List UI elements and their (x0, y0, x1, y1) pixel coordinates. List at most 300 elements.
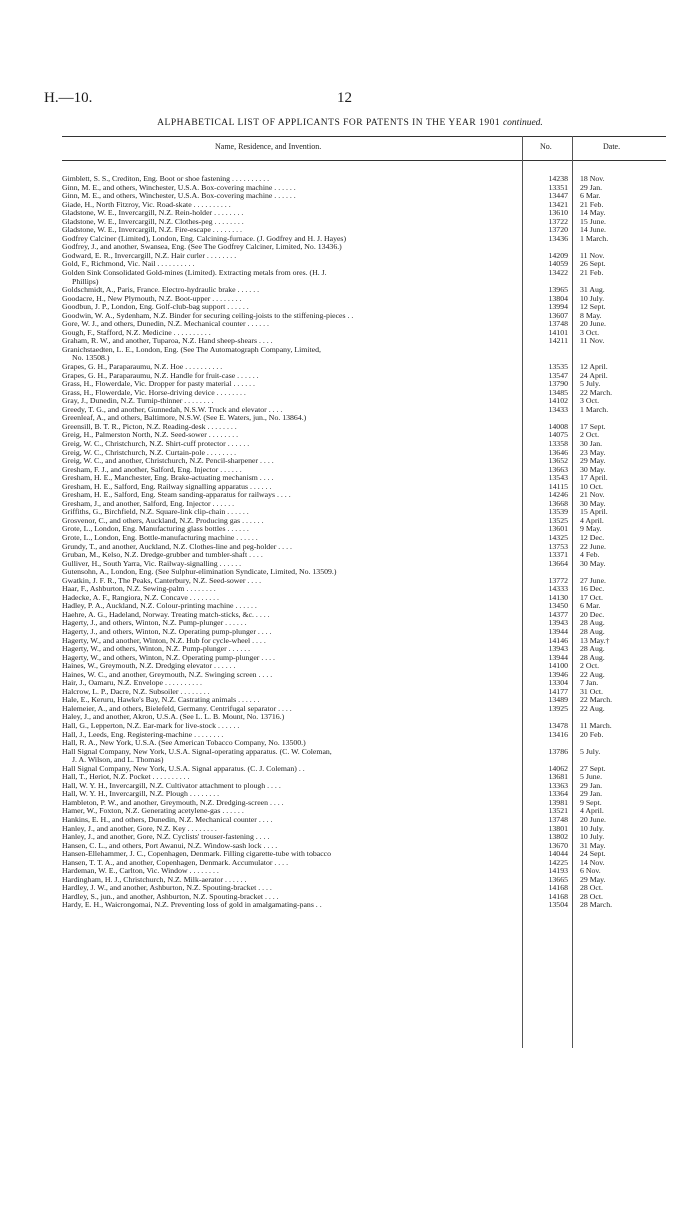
applicant-entry: Hall, T., Heriot, N.Z. Pocket . . . . . . . . . . (62, 773, 190, 782)
applicant-entry: Hall, J., Leeds, Eng. Registering-machine . . . . . . . . (62, 730, 224, 739)
table-row (62, 329, 666, 338)
applicant-entry: Hanley, J., and another, Gore, N.Z. Cyclists' trouser-fastening . . . . (62, 833, 270, 842)
applicant-entry: Hansen, T. T. A., and another, Copenhagen, Denmark. Accumulator . . . . (62, 858, 289, 867)
application-date: 4 April. (580, 806, 604, 816)
patent-number: 14146 (548, 635, 568, 645)
table-row (62, 406, 666, 415)
application-date: 22 June. (580, 541, 606, 551)
application-date: 18 Nov. (580, 174, 605, 183)
application-date: 20 June. (580, 319, 606, 329)
table-row (62, 671, 666, 680)
application-date: 29 Jan. (580, 780, 603, 790)
patent-number: 13535 (548, 362, 568, 372)
patent-number: 13652 (548, 456, 568, 466)
applicant-entry: Hardley, S., jun., and another, Ashburton, N.Z. Spouting-bracket . . . . (62, 892, 279, 901)
application-date: 8 May. (580, 310, 602, 320)
table-row (62, 252, 666, 261)
patent-number: 13485 (548, 387, 568, 397)
table-row (62, 543, 666, 552)
application-date: 14 June. (580, 225, 606, 235)
table-row (62, 705, 666, 714)
column-header-no: No. (540, 142, 552, 151)
patent-number: 14238 (548, 174, 568, 183)
patent-number: 13646 (548, 447, 568, 457)
applicant-entry: Greenleaf, A., and others, Baltimore, N.S.W. (See E. Waters, jun., No. 13864.) (62, 414, 307, 423)
application-date: 10 July. (580, 293, 605, 303)
application-date: 28 March. (580, 900, 613, 910)
applicant-entry: Grosvenor, C., and others, Auckland, N.Z. Producing gas . . . . . . (62, 516, 264, 525)
application-date: 10 July. (580, 823, 605, 833)
applicant-entry: Hagerty, W., and others, Winton, N.Z. Pump-plunger . . . . . . (62, 645, 251, 654)
table-row (62, 842, 666, 851)
table-row (62, 235, 666, 244)
table-row (62, 466, 666, 475)
applicant-entry: Grass, H., Flowerdale, Vic. Dropper for pasty material . . . . . . (62, 380, 255, 389)
table-row (62, 423, 666, 432)
applicant-entry: Haines, W., Greymouth, N.Z. Dredging elevator . . . . . . (62, 662, 236, 671)
application-date: 11 Nov. (580, 336, 605, 346)
table-row (62, 577, 666, 586)
application-date: 24 Sept. (580, 849, 606, 859)
application-date: 5 July. (580, 746, 601, 756)
applicant-entry: Hansen, C. L., and others, Port Awanui, N.Z. Window-sash lock . . . . (62, 841, 278, 850)
table-row (62, 765, 666, 774)
patent-number: 13804 (548, 293, 568, 303)
application-date: 12 Sept. (580, 302, 606, 312)
application-date: 20 Feb. (580, 729, 604, 739)
table-row (62, 884, 666, 893)
table-row (62, 568, 666, 577)
table-row (62, 508, 666, 517)
table-row (62, 833, 666, 842)
application-date: 27 June. (580, 575, 606, 585)
table-row (62, 688, 666, 697)
applicant-entry: No. 13508.) (72, 354, 110, 363)
table-row (62, 551, 666, 560)
application-date: 11 Nov. (580, 250, 605, 260)
patent-number: 14100 (548, 661, 568, 671)
table-row (62, 560, 666, 569)
applicant-entry: Goldschmidt, A., Paris, France. Electro-hydraulic brake . . . . . . (62, 286, 260, 295)
application-date: 15 April. (580, 507, 608, 517)
column-header-date: Date. (603, 142, 621, 151)
patent-number: 14325 (548, 532, 568, 542)
table-row (62, 713, 666, 722)
applicant-entry: Grapes, G. H., Paraparaumu, N.Z. Hoe . . . . . . . . . . (62, 363, 223, 372)
patent-number: 13489 (548, 695, 568, 705)
patent-number: 13539 (548, 507, 568, 517)
page-title (0, 118, 700, 128)
applicant-entry: Hall, W. Y. H., Invercargill, N.Z. Plough . . . . . . . . (62, 790, 220, 799)
applicant-entry: Ginn, M. E., and others, Winchester, U.S.A. Box-covering machine . . . . . . (62, 183, 296, 192)
table-row (62, 602, 666, 611)
applicant-entry: Ginn, M. E., and others, Winchester, U.S.A. Box-covering machine . . . . . . (62, 192, 296, 201)
patent-number: 13681 (548, 772, 568, 782)
applicant-entry: Griffiths, G., Birchfield, N.Z. Square-link clip-chain . . . . . . (62, 508, 249, 517)
applicant-entry: Hankins, E. H., and others, Dunedin, N.Z. Mechanical counter . . . . (62, 816, 273, 825)
table-row (62, 799, 666, 808)
table-row (62, 192, 666, 201)
application-date: 22 Aug. (580, 669, 605, 679)
application-date: 17 April. (580, 473, 608, 483)
patent-number: 13722 (548, 216, 568, 226)
patent-number: 13304 (548, 678, 568, 688)
applicant-entry: Greedy, T. G., and another, Gunnedah, N.S.W. Truck and elevator . . . . (62, 405, 283, 414)
application-date: 20 June. (580, 815, 606, 825)
patent-number: 13364 (548, 789, 568, 799)
patent-number: 14115 (548, 481, 568, 491)
application-date: 31 May. (580, 840, 606, 850)
application-date: 11 March. (580, 721, 612, 730)
application-date: 24 April. (580, 370, 608, 380)
table-row (62, 303, 666, 312)
application-date: 23 May. (580, 447, 606, 457)
application-date: 22 Aug. (580, 703, 605, 713)
table-row (62, 807, 666, 816)
table-row (62, 534, 666, 543)
patent-number: 13371 (548, 550, 568, 560)
table-top-rule (62, 136, 666, 137)
application-date: 14 Nov. (580, 857, 605, 867)
table-row (62, 320, 666, 329)
application-date: 15 June. (580, 216, 606, 226)
applicant-entry: Phillips) (72, 277, 99, 286)
patent-number: 13607 (548, 310, 568, 320)
patent-number: 14193 (548, 866, 568, 876)
patent-number: 13801 (548, 823, 568, 833)
patent-number: 13748 (548, 319, 568, 329)
application-date: 28 Aug. (580, 644, 605, 654)
table-row (62, 816, 666, 825)
patent-number: 13668 (548, 498, 568, 508)
applicant-entry: J. A. Wilson, and L. Thomas) (72, 756, 164, 765)
patent-number: 13720 (548, 225, 568, 235)
patent-number: 13943 (548, 618, 568, 628)
patent-number: 13543 (548, 473, 568, 483)
patent-number: 13547 (548, 370, 568, 380)
applicant-entry: Gresham, H. E., Salford, Eng. Railway signalling apparatus . . . . . . (62, 482, 272, 491)
applicant-table (62, 175, 666, 910)
applicant-entry: Hall Signal Company, New York, U.S.A. Signal-operating apparatus. (C. W. Coleman, (62, 747, 332, 756)
table-row (62, 491, 666, 500)
applicant-entry: Gladstone, W. E., Invercargill, N.Z. Clothes-peg . . . . . . . . (62, 217, 244, 226)
patent-number: 13422 (548, 268, 568, 278)
applicant-entry: Grote, L., London, Eng. Bottle-manufacturing machine . . . . . . (62, 533, 258, 542)
page-title-continued: continued. (502, 118, 543, 128)
table-row (62, 739, 666, 748)
patent-number: 13450 (548, 601, 568, 611)
applicant-entry: Hadecke, A. F., Rangiora, N.Z. Concave . . . . . . . . (62, 593, 220, 602)
application-date: 3 Oct. (580, 327, 600, 337)
applicant-entry: Godward, E. R., Invercargill, N.Z. Hair curler . . . . . . . . (62, 251, 237, 260)
application-date: 17 Sept. (580, 421, 606, 431)
table-row (62, 226, 666, 235)
applicant-entry: Goodwin, W. A., Sydenham, N.Z. Binder for securing ceiling-joists to the stiffening-pieces . . (62, 311, 354, 320)
patent-number: 14209 (548, 250, 568, 260)
applicant-entry: Giade, H., North Fitzroy, Vic. Road-skate . . . . . . . . . . (62, 200, 231, 209)
table-row (62, 414, 666, 423)
header-bottom-rule (62, 160, 666, 161)
table-row (62, 628, 666, 637)
applicant-entry: Grote, L., London, Eng. Manufacturing glass bottles . . . . . . (62, 525, 249, 534)
table-row (62, 645, 666, 654)
applicant-entry: Gwatkin, J. F. R., The Peaks, Canterbury, N.Z. Seed-sower . . . . (62, 576, 262, 585)
patent-number: 13421 (548, 199, 568, 209)
table-row (62, 782, 666, 791)
table-row (62, 790, 666, 799)
table-row (62, 380, 666, 389)
table-row (62, 850, 666, 859)
application-date: 28 Aug. (580, 618, 605, 628)
patent-number: 14177 (548, 686, 568, 696)
applicant-entry: Gresham, H. E., Salford, Eng. Steam sanding-apparatus for railways . . . . (62, 491, 291, 500)
applicant-entry: Halemeier, A., and others, Bielefeld, Germany. Centrifugal separator . . . . (62, 704, 292, 713)
applicant-entry: Grass, H., Flowerdale, Vic. Horse-driving device . . . . . . . . (62, 388, 246, 397)
applicant-entry: Hamer, W., Foxton, N.Z. Generating acetylene-gas . . . . . . (62, 807, 244, 816)
patent-number: 13351 (548, 182, 568, 192)
application-date: 22 March. (580, 387, 613, 397)
table-row (62, 354, 666, 363)
patent-number: 14044 (548, 849, 568, 859)
patent-number: 13944 (548, 626, 568, 636)
applicant-entry: Hagerty, J., and others, Winton, N.Z. Operating pump-plunger . . . . (62, 627, 272, 636)
table-row (62, 876, 666, 885)
patent-number: 13944 (548, 652, 568, 662)
patent-number: 13601 (548, 524, 568, 534)
patent-number (522, 346, 572, 355)
applicant-entry: Grapes, G. H., Paraparaumu, N.Z. Handle for fruit-case . . . . . . (62, 371, 259, 380)
column-header-name: Name, Residence, and Invention. (215, 142, 322, 151)
patent-number: 13753 (548, 541, 568, 551)
patent-number: 13521 (548, 806, 568, 816)
table-row (62, 474, 666, 483)
table-row (62, 525, 666, 534)
application-date: 28 Aug. (580, 626, 605, 636)
table-row (62, 372, 666, 381)
patent-number: 13610 (548, 208, 568, 218)
table-row (62, 722, 666, 731)
applicant-entry: Gladstone, W. E., Invercargill, N.Z. Fire-escape . . . . . . . . (62, 226, 243, 235)
applicant-entry: Haley, J., and another, Akron, U.S.A. (See L. L. B. Mount, No. 13716.) (62, 713, 285, 722)
application-date: 10 Oct. (580, 481, 603, 491)
patent-number: 14168 (548, 891, 568, 901)
applicant-entry: Hair, J., Oamaru, N.Z. Envelope . . . . . . . . . . (62, 679, 203, 688)
application-date: 29 Jan. (580, 789, 603, 799)
table-row (62, 483, 666, 492)
table-row (62, 389, 666, 398)
applicant-entry: Hardingham, H. J., Christchurch, N.Z. Milk-aerator . . . . . . (62, 875, 247, 884)
application-date: 1 March. (580, 404, 609, 414)
patent-number: 14062 (548, 763, 568, 773)
applicant-entry: Graham, R. W., and another, Tuparoa, N.Z. Hand sheep-shears . . . . (62, 337, 273, 346)
application-date (572, 346, 666, 355)
patent-number: 13358 (548, 438, 568, 448)
application-date: 7 Jan. (580, 678, 599, 688)
table-row (62, 449, 666, 458)
application-date: 4 April. (580, 515, 604, 525)
applicant-entry: Gimblett, S. S., Crediton, Eng. Boot or shoe fastening . . . . . . . . . . (62, 175, 270, 183)
table-row (62, 397, 666, 406)
table-row (62, 654, 666, 663)
applicant-entry: Greig, W. C., and another, Christchurch, N.Z. Pencil-sharpener . . . . (62, 457, 274, 466)
application-date: 22 March. (580, 695, 613, 705)
applicant-entry: Godfrey Calciner (Limited), London, Eng. Calcining-furnace. (J. Godfrey and H. J. Hayes) (62, 234, 347, 243)
applicant-entry: Gruban, M., Kelso, N.Z. Dredge-grubber and tumbler-shaft . . . . (62, 551, 263, 560)
table-row (62, 637, 666, 646)
applicant-entry: Hall, R. A., New York, U.S.A. (See American Tobacco Company, No. 13500.) (62, 739, 306, 748)
applicant-entry: Hall Signal Company, New York, U.S.A. Signal apparatus. (C. J. Coleman) . . (62, 764, 305, 773)
patent-number: 13665 (548, 874, 568, 884)
application-date: 3 Oct. (580, 396, 600, 406)
applicant-entry: Hagerty, J., and others, Winton, N.Z. Pump-plunger . . . . . . (62, 619, 247, 628)
application-date: 29 May. (580, 456, 606, 466)
application-date: 12 April. (580, 362, 608, 372)
patent-number: 13994 (548, 302, 568, 312)
application-date: 2 Oct. (580, 430, 600, 440)
patent-number: 13416 (548, 729, 568, 739)
patent-number: 14246 (548, 490, 568, 500)
patent-number: 14059 (548, 259, 568, 269)
table-row (62, 756, 666, 765)
applicant-entry: Hagerty, W., and others, Winton, N.Z. Operating pump-plunger . . . . (62, 653, 275, 662)
applicant-entry: Goodacre, H., New Plymouth, N.Z. Boot-upper . . . . . . . . (62, 294, 242, 303)
table-row (62, 679, 666, 688)
application-date: 30 May. (580, 464, 606, 474)
application-date: 10 July. (580, 832, 605, 842)
patent-number: 14101 (548, 327, 568, 337)
application-date: 6 Nov. (580, 866, 601, 876)
table-row (62, 500, 666, 509)
patent-number: 13525 (548, 515, 568, 525)
table-row (62, 611, 666, 620)
patent-number: 13363 (548, 780, 568, 790)
table-row (62, 260, 666, 269)
applicant-entry: Haehre, A. G., Hadeland, Norway. Treating match-sticks, &c. . . . . (62, 610, 270, 619)
application-date: 30 Jan. (580, 438, 603, 448)
application-date: 30 May. (580, 558, 606, 568)
patent-number: 13436 (548, 233, 568, 243)
table-row (62, 440, 666, 449)
table-row (62, 662, 666, 671)
application-date: 29 May. (580, 874, 606, 884)
application-date: 20 Dec. (580, 609, 605, 619)
application-date: 28 Oct. (580, 891, 603, 901)
table-row (62, 175, 666, 184)
table-row (62, 286, 666, 295)
applicant-entry: Halcrow, L. P., Dacre, N.Z. Subsoiler . . . . . . . . (62, 687, 210, 696)
application-date: 6 Mar. (580, 601, 601, 611)
applicant-entry: Hagerty, W., and another, Winton, N.Z. Hub for cycle-wheel . . . . (62, 636, 266, 645)
table-row (62, 363, 666, 372)
application-date: 27 Sept. (580, 763, 606, 773)
table-row (62, 517, 666, 526)
table-row (62, 209, 666, 218)
application-date: 6 Mar. (580, 191, 601, 201)
table-row (62, 218, 666, 227)
patent-number: 14333 (548, 584, 568, 594)
application-date: 1 March. (580, 233, 609, 243)
table-row (62, 825, 666, 834)
page-title-main: ALPHABETICAL LIST OF APPLICANTS FOR PATENTS IN THE YEAR 1901 (157, 118, 501, 128)
table-row (62, 867, 666, 876)
patent-number: 13946 (548, 669, 568, 679)
applicant-entry: Hanley, J., and another, Gore, N.Z. Key . . . . . . . . (62, 824, 217, 833)
table-row (62, 278, 666, 287)
table-row (62, 696, 666, 705)
applicant-entry: Hadley, P. A., Auckland, N.Z. Colour-printing machine . . . . . . (62, 602, 257, 611)
applicant-entry: Gore, W. J., and others, Dunedin, N.Z. Mechanical counter . . . . . . (62, 320, 270, 329)
applicant-entry: Hansen-Ellehammer, J. C., Copenhagen, Denmark. Filling cigarette-tube with tobacco (62, 850, 332, 859)
application-date: 12 Dec. (580, 532, 605, 542)
application-date: 26 Sept. (580, 259, 606, 269)
table-row (62, 594, 666, 603)
patent-number: 13433 (548, 404, 568, 414)
applicant-entry: Haines, W. C., and another, Greymouth, N.Z. Swinging screen . . . . (62, 670, 273, 679)
application-date: 2 Oct. (580, 661, 600, 671)
application-date: 21 Nov. (580, 490, 605, 500)
application-date: 13 May.† (580, 635, 610, 645)
table-row (62, 243, 666, 252)
applicant-entry: Hale, E., Keruru, Hawke's Bay, N.Z. Castrating animals . . . . . . (62, 696, 260, 705)
patent-number: 13802 (548, 832, 568, 842)
application-date: 5 June. (580, 772, 603, 782)
application-date: 17 Oct. (580, 592, 603, 602)
applicant-entry: Gutensohn, A., London, Eng. (See Sulphur-elimination Syndicate, Limited, No. 13509.) (62, 568, 337, 577)
table-row (62, 748, 666, 757)
application-date: 9 Sept. (580, 797, 602, 807)
table-row (62, 457, 666, 466)
table-row (62, 585, 666, 594)
table-row (62, 731, 666, 740)
applicant-entry: Grundy, T., and another, Auckland, N.Z. Clothes-line and peg-holder . . . . (62, 542, 292, 551)
applicant-entry: Hardy, E. H., Waicrongomai, N.Z. Preventing loss of gold in amalgamating-pans . . (62, 901, 322, 910)
patent-number: 14102 (548, 396, 568, 406)
applicant-entry: Goodbun, J. P., London, Eng. Golf-club-bag support . . . . . . (62, 303, 249, 312)
applicant-entry: Gresham, H. E., Manchester, Eng. Brake-actuating mechanism . . . . (62, 474, 274, 483)
table-row (62, 893, 666, 902)
patent-number: 14075 (548, 430, 568, 440)
applicant-entry: Greig, W. C., Christchurch, N.Z. Curtain-pole . . . . . . . . (62, 448, 237, 457)
application-date: 14 May. (580, 208, 606, 218)
patent-number: 14008 (548, 421, 568, 431)
patent-number: 13772 (548, 575, 568, 585)
applicant-entry: Hall, W. Y. H., Invercargill, N.Z. Cultivator attachment to plough . . . . (62, 781, 281, 790)
table-row (62, 901, 666, 910)
table-row (62, 773, 666, 782)
application-date: 28 Oct. (580, 883, 603, 893)
patent-number: 13447 (548, 191, 568, 201)
applicant-entry: Hardeman, W. E., Carlton, Vic. Window . . . . . . . . (62, 867, 219, 876)
applicant-entry: Gold, F., Richmond, Vic. Nail . . . . . . . . . . (62, 260, 195, 269)
document-id: H.—10. (44, 90, 93, 106)
patent-number: 13790 (548, 379, 568, 389)
patent-number: 14377 (548, 609, 568, 619)
patent-number: 14211 (548, 336, 568, 346)
patent-number: 14130 (548, 592, 568, 602)
table-row (62, 312, 666, 321)
application-date: 16 Dec. (580, 584, 605, 594)
applicant-entry: Gray, J., Dunedin, N.Z. Turnip-thinner . . . . . . . . (62, 397, 214, 406)
table-row (62, 337, 666, 346)
patent-number: 13664 (548, 558, 568, 568)
applicant-entry: Hall, G., Lepperton, N.Z. Ear-mark for live-stock . . . . . . (62, 722, 240, 730)
patent-number: 13478 (548, 721, 568, 730)
patent-number: 13786 (548, 746, 568, 756)
application-date: 29 Jan. (580, 182, 603, 192)
application-date: 5 July. (580, 379, 601, 389)
table-row (62, 269, 666, 278)
applicant-entry: Granichstaedten, L. E., London, Eng. (See The Automatograph Company, Limited, (62, 345, 321, 354)
